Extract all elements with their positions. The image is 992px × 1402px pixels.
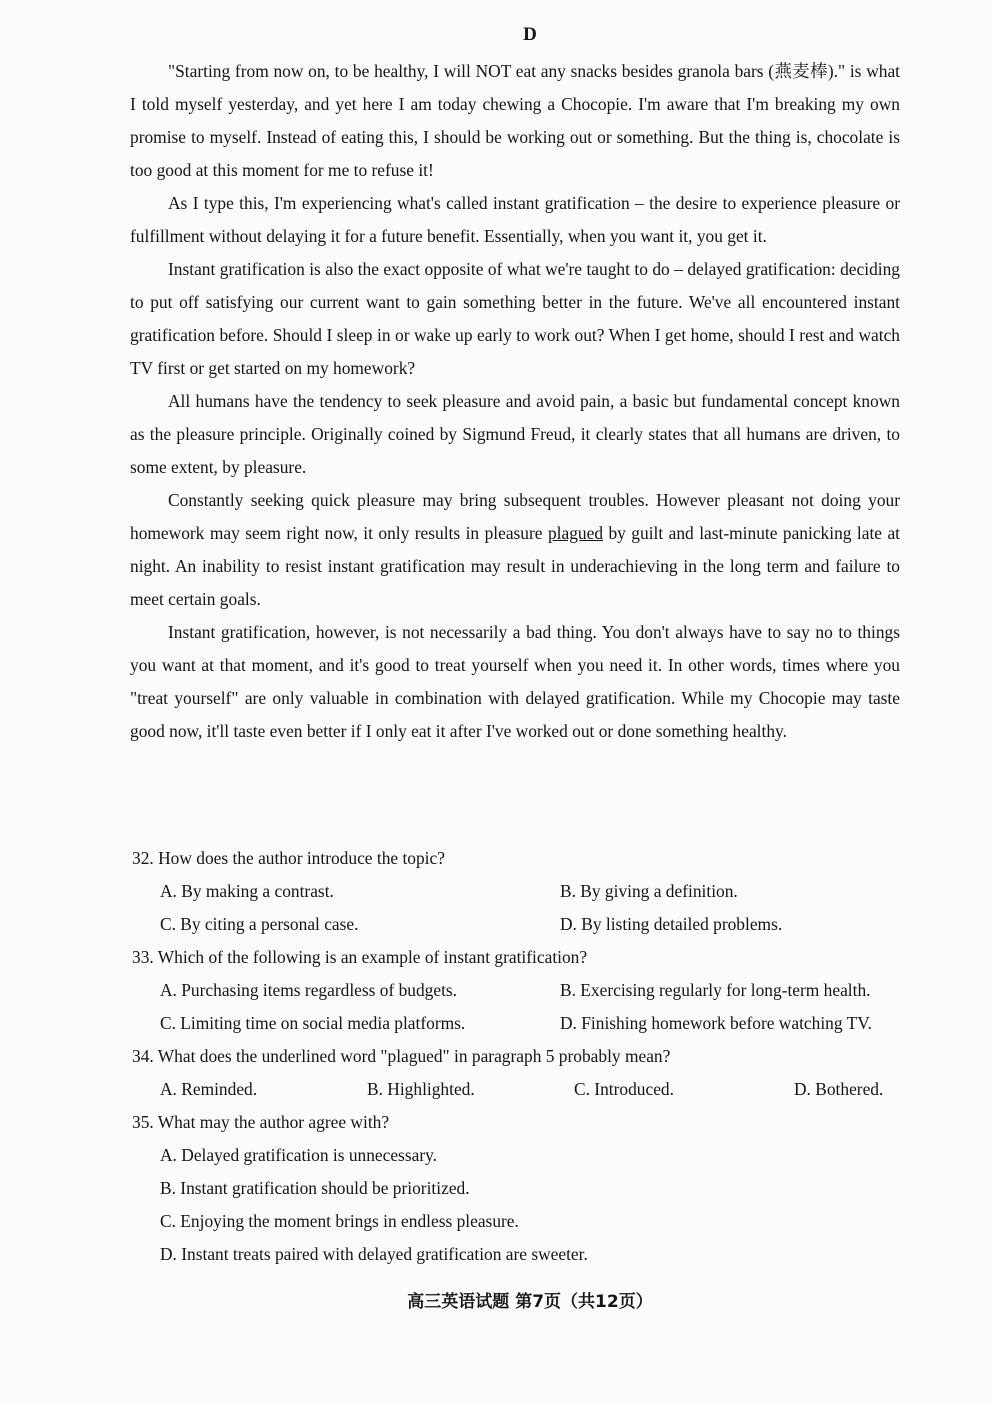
paragraph-1: "Starting from now on, to be healthy, I will NOT eat any snacks besides granola bars (燕麦棒)." is what I told myself yesterday, and yet here I am today chewing a Chocopie. I'm aware that I'm breaking my own promise to myself. Instead of eating this, I should be working out or something. But the thing is, chocolate is too good at this moment for me to refuse it! (130, 61, 900, 180)
question-32-option-d[interactable]: D. By listing detailed problems. (560, 914, 783, 934)
question-32 (132, 842, 932, 941)
page-footer: 高三英语试题 第7页（共12页） (407, 1292, 653, 1312)
question-33-stem: 33. Which of the following is an example of instant gratification? (132, 947, 588, 967)
question-34-stem: 34. What does the underlined word "plagued" in paragraph 5 probably mean? (132, 1046, 671, 1066)
question-34-option-b[interactable]: B. Highlighted. (367, 1079, 475, 1099)
question-34-options-row (132, 1073, 932, 1106)
question-33-option-c[interactable]: C. Limiting time on social media platforms. (160, 1013, 466, 1033)
section-heading: D (523, 24, 537, 45)
question-list (132, 842, 932, 1271)
paragraph-2: As I type this, I'm experiencing what's called instant gratification – the desire to experience pleasure or fulfillment without delaying it for a future benefit. Essentially, when you want it, you get it. (130, 193, 900, 246)
paragraph-5-text-after: by guilt and last-minute panicking late at night. An inability to resist instant gratification may result in underachieving in the long term and failure to meet certain goals. (130, 523, 900, 609)
question-33 (132, 941, 932, 1040)
question-33-option-b[interactable]: B. Exercising regularly for long-term health. (560, 980, 871, 1000)
question-32-options-row-1 (132, 875, 932, 908)
question-33-option-a[interactable]: A. Purchasing items regardless of budgets. (160, 980, 458, 1000)
question-32-option-c[interactable]: C. By citing a personal case. (160, 914, 359, 934)
paragraph-3: Instant gratification is also the exact opposite of what we're taught to do – delayed gratification: deciding to put off satisfying our current want to gain something better in the future. We've all encountered instant gratification before. Should I sleep in or wake up early to work out? When I get home, should I rest and watch TV first or get started on my homework? (130, 259, 900, 378)
question-33-options-row-1 (132, 974, 932, 1007)
paragraph-5-text-before: Constantly seeking quick pleasure may bring subsequent troubles. However pleasant not doing your homework may seem right now, it only results in pleasure (130, 490, 900, 543)
question-35-option-c[interactable]: C. Enjoying the moment brings in endless pleasure. (160, 1211, 519, 1231)
paragraph-4: All humans have the tendency to seek pleasure and avoid pain, a basic but fundamental concept known as the pleasure principle. Originally coined by Sigmund Freud, it clearly states that all humans are driven, to some extent, by pleasure. (130, 391, 900, 477)
question-35-stem: 35. What may the author agree with? (132, 1112, 390, 1132)
question-34-option-d[interactable]: D. Bothered. (794, 1079, 884, 1099)
paragraph-5 (130, 484, 900, 616)
question-32-option-a[interactable]: A. By making a contrast. (160, 881, 334, 901)
question-34-option-c[interactable]: C. Introduced. (574, 1079, 674, 1099)
question-32-option-b[interactable]: B. By giving a definition. (560, 881, 738, 901)
question-32-stem: 32. How does the author introduce the topic? (132, 848, 445, 868)
question-34-option-a[interactable]: A. Reminded. (160, 1079, 258, 1099)
question-32-options-row-2 (132, 908, 932, 941)
question-34 (132, 1040, 932, 1106)
question-35-option-a[interactable]: A. Delayed gratification is unnecessary. (160, 1145, 438, 1165)
underlined-word-plagued: plagued (547, 523, 604, 543)
question-33-options-row-2 (132, 1007, 932, 1040)
question-33-option-d[interactable]: D. Finishing homework before watching TV. (560, 1013, 872, 1033)
reading-passage (130, 55, 900, 748)
question-35-option-b[interactable]: B. Instant gratification should be prioritized. (160, 1178, 470, 1198)
paragraph-6: Instant gratification, however, is not necessarily a bad thing. You don't always have to say no to things you want at that moment, and it's good to treat yourself when you need it. In other words, times where you "treat yourself" are only valuable in combination with delayed gratification. While my Chocopie may taste good now, it'll taste even better if I only eat it after I've worked out or done something healthy. (130, 622, 900, 741)
question-35 (132, 1106, 932, 1271)
question-35-option-d[interactable]: D. Instant treats paired with delayed gratification are sweeter. (160, 1244, 588, 1264)
